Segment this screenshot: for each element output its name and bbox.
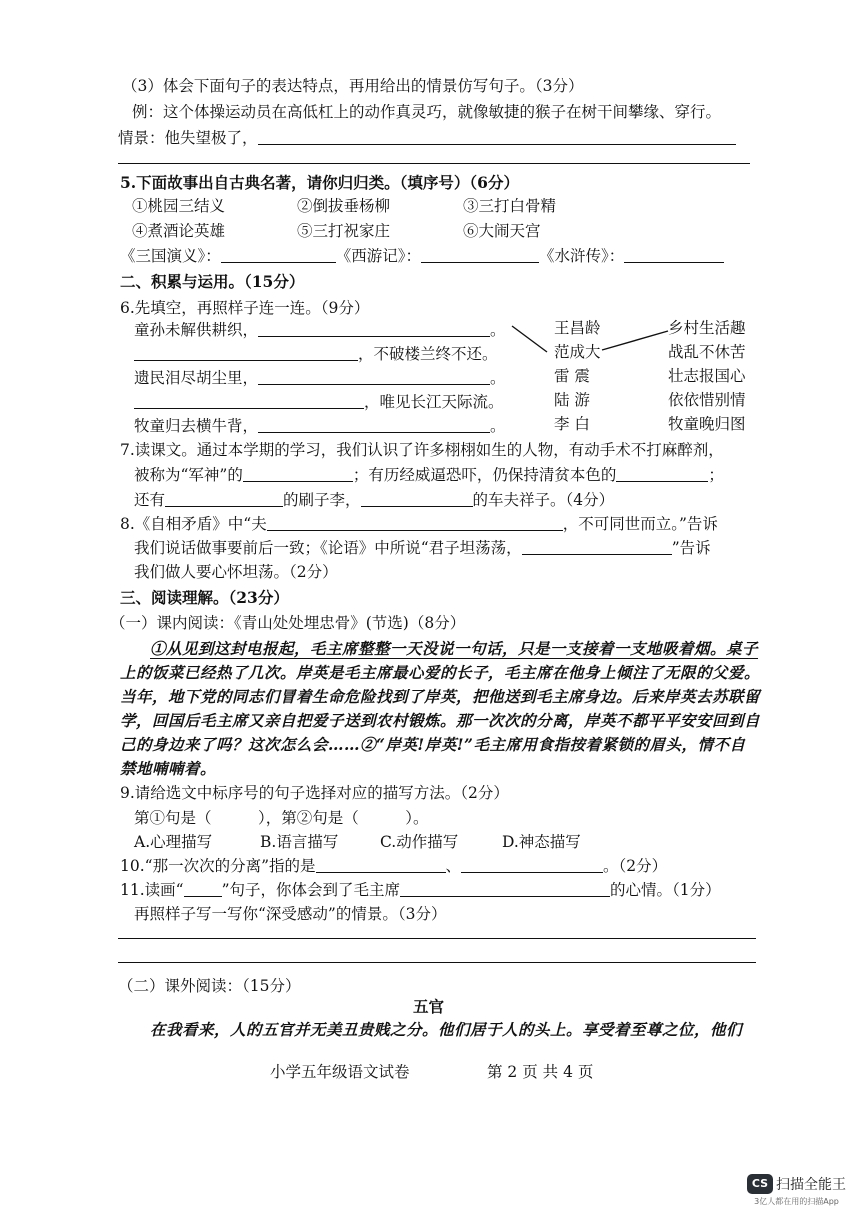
q7-line-1: 7.读课文。通过本学期的学习，我们认识了许多栩栩如生的人物，有动手术不打麻醉剂， <box>120 441 724 459</box>
q11-answer-line-1[interactable] <box>118 938 756 939</box>
q9-title: 9.请给选文中标序号的句子选择对应的描写方法。（2分） <box>120 784 509 802</box>
q9-option-b: B.语言描写 <box>260 833 339 851</box>
reading2-title: （二）课外阅读：（15分） <box>118 977 301 995</box>
q3-title: （3）体会下面句子的表达特点，再用给出的情景仿写句子。（3分） <box>122 77 584 95</box>
q5-item-6: ⑥大闹天宫 <box>463 222 541 240</box>
q10-blank-1[interactable] <box>316 857 446 873</box>
author-3[interactable]: 雷 震 <box>554 367 590 385</box>
q7-blank-qingpin[interactable] <box>616 466 708 482</box>
reading1-p3: 当年，地下党的同志们冒着生命危险找到了岸英，把他送到毛主席身边。后来岸英去苏联留 <box>120 687 761 706</box>
q5-item-4: ④煮酒论英雄 <box>132 222 226 240</box>
q8-l1b: ，不可同世而立。”告诉 <box>562 515 718 533</box>
q8-l2b: ”告诉 <box>671 539 711 557</box>
q9-option-a: A.心理描写 <box>134 833 213 851</box>
book-sanguo: 《三国演义》： <box>120 247 221 265</box>
q6-line-1-text: 童孙未解供耕织， <box>134 321 259 339</box>
q6-line-3-text: 遗民泪尽胡尘里， <box>134 369 259 387</box>
q6-line-5-text: 牧童归去横牛背， <box>134 417 259 435</box>
q8-l2a: 我们说话做事要前后一致；《论语》中所说“君子坦荡荡， <box>134 539 522 557</box>
q8-line-3: 我们做人要心怀坦荡。（2分） <box>134 563 338 581</box>
section2-title: 二、积累与运用。（15分） <box>120 272 305 291</box>
q7-l2b: ；有历经威逼恐吓，仍保持清贫本色的 <box>352 466 617 484</box>
q10 <box>120 856 667 876</box>
q7-blank-junshen[interactable] <box>243 466 353 482</box>
q10-a: 10.“那一次次的分离”指的是 <box>120 857 316 875</box>
q11-blank-mark[interactable] <box>184 881 222 897</box>
theme-1[interactable]: 乡村生活趣 <box>668 319 746 337</box>
reading1-p4: 学，回国后毛主席又亲自把爱子送到农村锻炼。那一次次的分离，岸英不都平平安安回到自 <box>120 711 761 730</box>
q11-a: 11.读画“ <box>120 881 184 899</box>
q5-item-5: ⑤三打祝家庄 <box>297 222 391 240</box>
q6-period: 。 <box>490 417 506 435</box>
q11-b: ”句子，你体会到了毛主席 <box>221 881 401 899</box>
q7-line-3 <box>134 490 614 510</box>
q10-c: 。（2分） <box>603 857 668 875</box>
essay-p1: 在我看来，人的五官并无美丑贵贱之分。他们居于人的头上。享受着至尊之位，他们 <box>150 1020 743 1039</box>
book-xiyou: 《西游记》： <box>335 247 422 265</box>
q7-blank-chefu[interactable] <box>361 491 473 507</box>
q9-option-d: D.神态描写 <box>502 833 581 851</box>
essay-title: 五官 <box>413 997 445 1016</box>
footer-page: 第 2 页 共 4 页 <box>487 1063 594 1081</box>
watermark-brand: 扫描全能王 <box>776 1177 846 1193</box>
theme-4[interactable]: 依依惜别情 <box>668 391 746 409</box>
watermark-sub: 3亿人都在用的扫描App <box>754 1197 839 1206</box>
q7-l3a: 还有 <box>134 491 166 509</box>
reading1-p2: 上的饭菜已经热了几次。岸英是毛主席最心爱的长子，毛主席在他身上倾注了无限的父爱。 <box>120 663 761 682</box>
theme-5[interactable]: 牧童晚归图 <box>668 415 746 433</box>
q7-blank-shuaizi[interactable] <box>165 491 283 507</box>
q8-line-2 <box>134 538 711 558</box>
q6-line-4-text: ，唯见长江天际流。 <box>364 393 504 411</box>
q11-answer-line-2[interactable] <box>118 962 756 963</box>
q5-item-1: ①桃园三结义 <box>132 197 226 215</box>
camscanner-logo-icon: CS <box>747 1174 773 1194</box>
q10-blank-2[interactable] <box>461 857 603 873</box>
author-2[interactable]: 范成大 <box>554 343 601 361</box>
q5-title: 5.下面故事出自古典名著，请你归归类。（填序号）（6分） <box>120 173 519 192</box>
q6-period: 。 <box>490 369 506 387</box>
q11-c: 的心情。（1分） <box>610 881 721 899</box>
q7-l2a: 被称为“军神”的 <box>134 466 243 484</box>
section3-title: 三、阅读理解。（23分） <box>120 588 289 607</box>
reading1-p1-text: ①从见到这封电报起，毛主席整整一天没说一句话，只是一支接着一支地吸着烟。桌子 <box>150 639 759 658</box>
q5-item-3: ③三打白骨精 <box>463 197 557 215</box>
q8-line-1 <box>120 514 718 534</box>
q7-l2c: ； <box>708 466 724 484</box>
q11 <box>120 880 721 900</box>
q10-b: 、 <box>445 857 462 875</box>
book-shuihu: 《水浒传》： <box>539 247 625 265</box>
q8-blank-2[interactable] <box>522 539 672 555</box>
q8-blank-1[interactable] <box>267 515 563 531</box>
q6-line-2-text: ，不破楼兰终不还。 <box>358 345 498 363</box>
q11-blank-feeling[interactable] <box>400 881 610 897</box>
author-5[interactable]: 李 白 <box>554 415 590 433</box>
q7-line-2 <box>134 465 724 485</box>
q7-l3c: 的车夫祥子。（4分） <box>472 491 615 509</box>
q11-line-2: 再照样子写一写你“深受感动”的情景。（3分） <box>134 905 447 923</box>
example-line-right <box>602 331 668 350</box>
q9-option-c: C.动作描写 <box>380 833 459 851</box>
author-4[interactable]: 陆 游 <box>554 391 590 409</box>
theme-2[interactable]: 战乱不休苦 <box>668 343 746 361</box>
q6-period: 。 <box>490 321 506 339</box>
theme-3[interactable]: 壮志报国心 <box>668 367 746 385</box>
footer-exam: 小学五年级语文试卷 <box>270 1063 410 1081</box>
reading1-p1 <box>150 639 758 659</box>
scanner-watermark <box>747 1174 846 1207</box>
reading1-p6: 禁地喃喃着。 <box>120 759 217 778</box>
q3-example: 例：这个体操运动员在高低杠上的动作真灵巧，就像敏捷的猴子在树干间攀缘、穿行。 <box>132 103 722 121</box>
reading1-title: （一）课内阅读：《青山处处埋忠骨》(节选)（8分） <box>110 614 466 632</box>
q3-scene-label: 情景：他失望极了， <box>118 129 258 147</box>
q6-title: 6.先填空，再照样子连一连。（9分） <box>120 299 370 317</box>
author-1[interactable]: 王昌龄 <box>554 319 601 337</box>
q5-item-2: ②倒拔垂杨柳 <box>297 197 391 215</box>
q9-answer[interactable]: 第①句是（ ），第②句是（ ）。 <box>134 809 429 827</box>
q7-l3b: 的刷子李， <box>283 491 361 509</box>
reading1-p5: 己的身边来了吗？这次怎么会……②“岸英!岸英!”毛主席用食指按着紧锁的眉头，情不自 <box>120 735 746 754</box>
example-line-left <box>512 326 547 352</box>
q8-l1a: 8.《自相矛盾》中“夫 <box>120 515 267 533</box>
